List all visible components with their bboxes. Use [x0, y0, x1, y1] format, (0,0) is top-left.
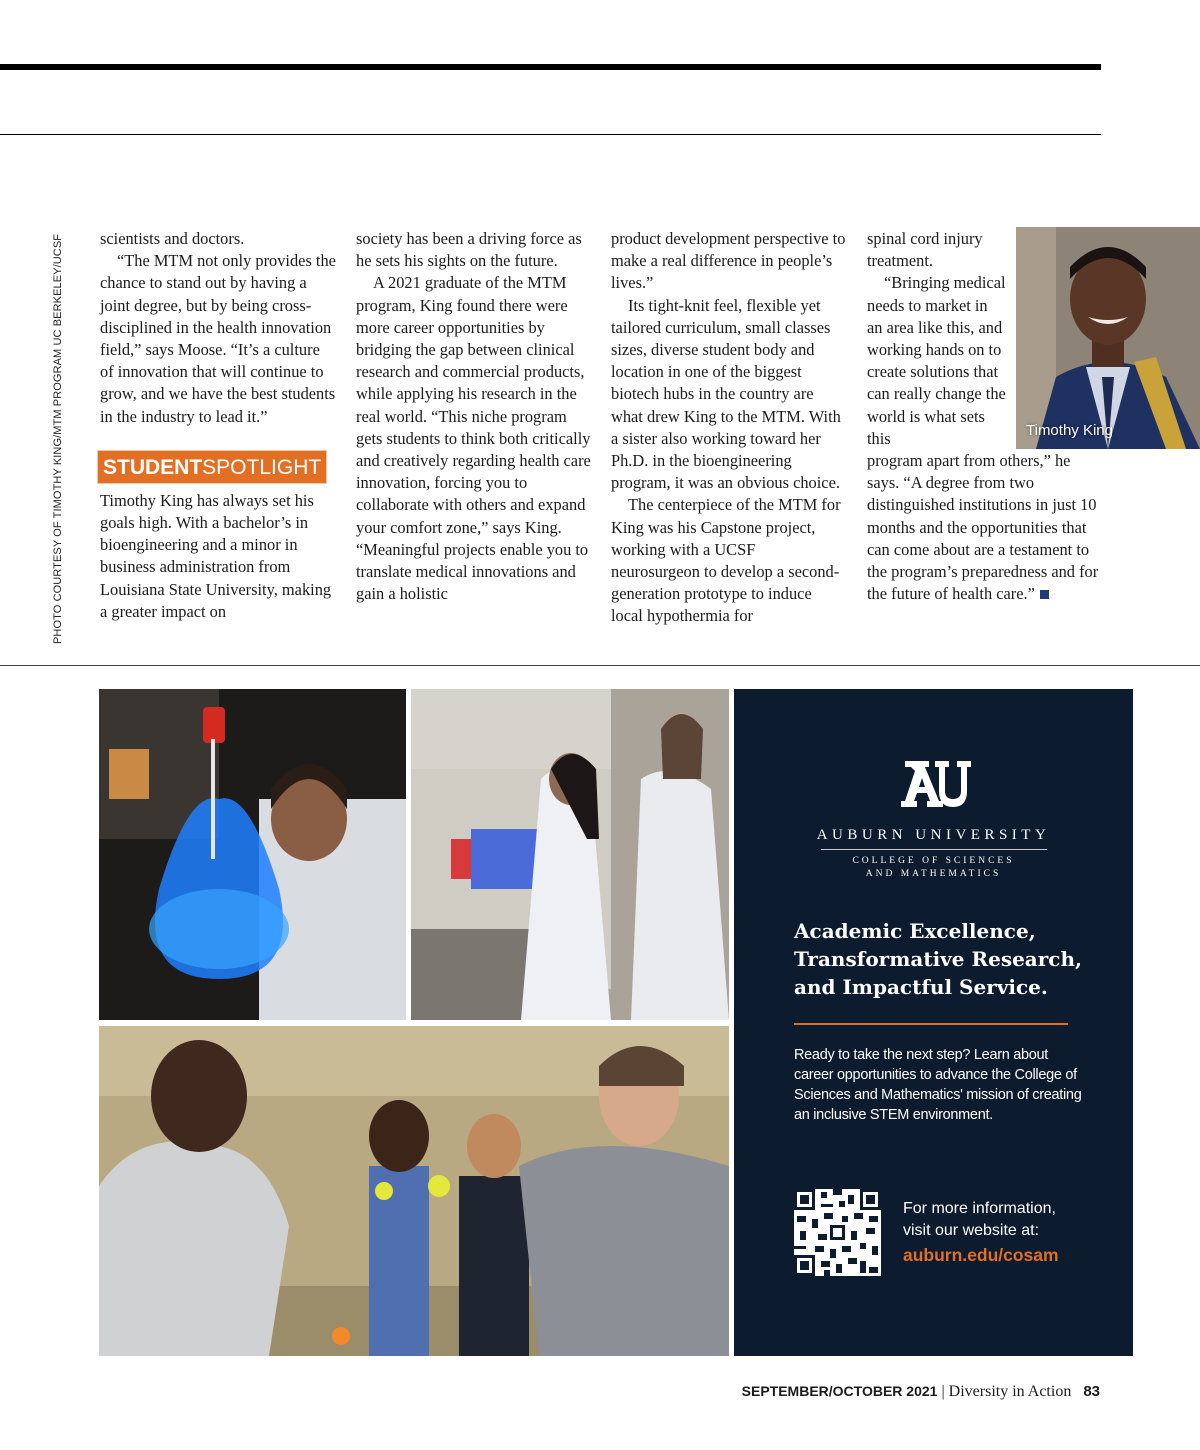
paragraph: scientists and doctors. [100, 229, 245, 248]
paragraph: society has been a driving force as he sets his sights on the future. [356, 229, 582, 271]
portrait-illustration [1016, 227, 1200, 449]
students-activity-photo [99, 1026, 729, 1356]
paragraph-end [867, 450, 1103, 605]
paragraph: Its tight-knit feel, flexible yet tailored curriculum, small classes sizes, diverse student body and location in one of the biggest biotech hubs in the country are what drew King to the MTM. With a sister also working toward her Ph.D. in the bioengineering program, it was an obvious choice. [611, 295, 841, 493]
photo-credit: PHOTO COURTESY OF TIMOTHY KING/MTM PROGRAM UC BERKELEY/UCSF [52, 233, 64, 644]
qr-code-graphic [794, 1189, 881, 1276]
spotlight-light: SPOTLIGHT [202, 455, 322, 479]
lab-hood-photo [411, 689, 729, 1020]
article-column-3 [611, 228, 847, 628]
paragraph: product development perspective to make a real difference in people’s lives.” [611, 229, 846, 293]
ad-body-text: Ready to take the next step? Learn about career opportunities to advance the College of Sciences and Mathematics' mission of creating an inclusive STEM environment. [794, 1047, 1082, 1123]
ad-website-link[interactable]: auburn.edu/cosam [903, 1245, 1059, 1265]
students-activity-illustration [99, 1026, 729, 1356]
footer-separator: | [941, 1383, 945, 1400]
ad-university-name: AUBURN UNIVERSITY [816, 827, 1051, 843]
end-mark [1040, 590, 1049, 599]
ad-more-info [903, 1198, 1056, 1242]
paragraph: program apart from others,” he says. “A degree from two distinguished institutions in just 10 months and the opportunities that can come about are a testament to the program’s preparedness and for the future of health care.” [867, 451, 1099, 604]
paragraph: The centerpiece of the MTM for King was his Capstone project, working with a UCSF neurosurgeon to develop a second-generation prototype to induce local hypothermia for [611, 495, 841, 626]
article-column-2 [356, 228, 592, 605]
portrait-photo [1016, 227, 1200, 449]
paragraph: “Bringing medical needs to market in an area like this, and working hands on to create solutions that can really change the world is what sets this [867, 273, 1006, 448]
auburn-advertisement[interactable] [734, 689, 1133, 1356]
ad-more-info-line-2: visit our website at: [903, 1222, 1040, 1239]
section-divider [0, 665, 1200, 666]
page-footer [742, 1383, 1100, 1401]
page-number: 83 [1083, 1383, 1100, 1400]
lab-flask-illustration [99, 689, 406, 1020]
lab-flask-photo [99, 689, 406, 1020]
footer-magazine-name: Diversity in Action [948, 1383, 1072, 1400]
top-rule-thick [0, 64, 1101, 70]
ad-college-name [734, 855, 1133, 881]
article-column-1 [100, 228, 336, 623]
spotlight-bold: STUDENT [103, 455, 203, 479]
portrait-caption: Timothy King [1026, 422, 1113, 439]
ad-college-line-2: AND MATHEMATICS [865, 869, 1002, 879]
qr-code-icon[interactable] [794, 1189, 881, 1276]
ad-headline: Academic Excellence, Transformative Research, and Impactful Service. [794, 919, 1082, 999]
ad-orange-rule [794, 1023, 1068, 1025]
lab-hood-illustration [411, 689, 729, 1020]
ad-more-info-line-1: For more information, [903, 1200, 1056, 1217]
paragraph: Timothy King has always set his goals high. With a bachelor’s in bioengineering and a minor in business administration from Louisiana State University, making a greater impact on [100, 490, 332, 621]
paragraph: spinal cord injury treatment. [867, 229, 983, 271]
paragraph: A 2021 graduate of the MTM program, King found there were more career opportunities by bridging the gap between clinical research and commercial products, while applying his research in the real world. “This niche program gets students to think both critically and creatively regarding health care innovation, forcing you to collaborate with others and expand your comfort zone,” says King. “Meaningful projects enable you to translate medical innovations and gain a holistic [356, 273, 591, 604]
auburn-au-logo-icon [899, 757, 971, 809]
ad-college-line-1: COLLEGE OF SCIENCES [852, 856, 1015, 866]
paragraph: “The MTM not only provides the chance to stand out by having a joint degree, but by being cross-disciplined in the health innovation field,” says Moose. “It’s a culture of innovation that will continue to grow, and we have the best students in the industry to lead it.” [100, 251, 336, 426]
footer-issue-date: SEPTEMBER/OCTOBER 2021 [741, 1383, 938, 1399]
top-rule-thin [0, 134, 1101, 135]
ad-divider [821, 849, 1047, 850]
student-spotlight-banner [97, 450, 327, 484]
